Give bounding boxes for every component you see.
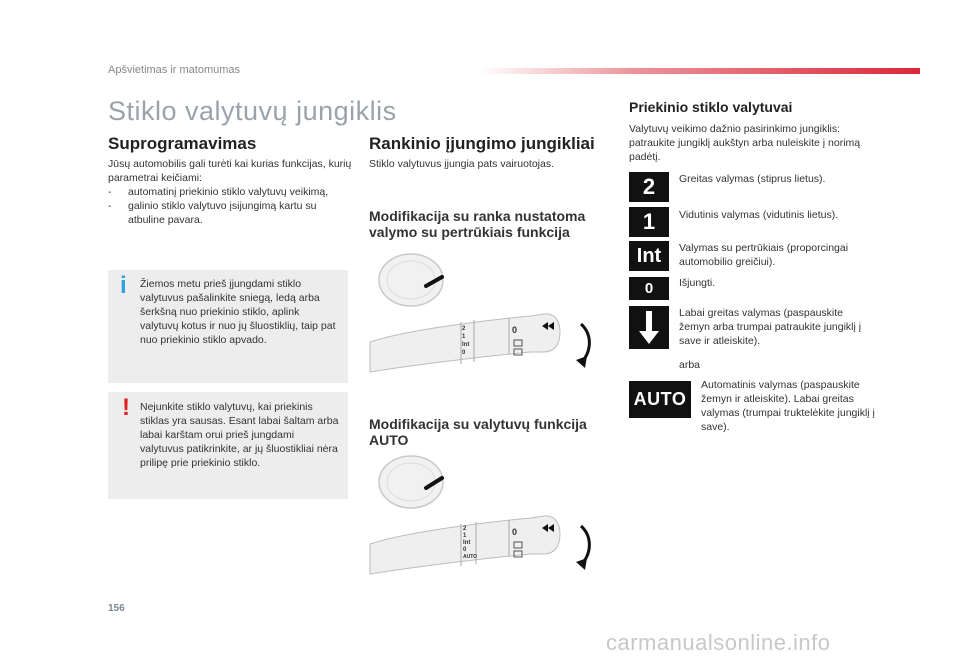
or-text: arba (679, 359, 701, 371)
stalk-label-int: Int (463, 540, 471, 546)
badge-auto: AUTO (629, 381, 691, 418)
page-number: 156 (108, 603, 125, 614)
programming-title: Suprogramavimas (108, 134, 257, 153)
mode-text-auto: Automatinis valymas (paspauskite žemyn ir atleiskite). Labai greitas valymas (trumpai truktelėkite jungiklį į save). (701, 379, 875, 433)
wiper-stalk-illustration (366, 248, 601, 378)
stalk-label-1: 1 (463, 533, 467, 539)
warning-note (108, 392, 348, 499)
mode-text-int: Valymas su pertrūkiais (proporcingai automobilio greičiui). (679, 242, 849, 268)
mode-text-2: Greitas valymas (stiprus lietus). (679, 173, 826, 185)
stalk-label-int: Int (462, 342, 470, 348)
rotation-arrow-icon (576, 558, 587, 570)
badge-int: Int (629, 241, 669, 271)
mode-text-1: Vidutinis valymas (vidutinis lietus). (679, 209, 839, 221)
badge-speed-1: 1 (629, 207, 669, 237)
page-title: Stiklo valytuvų jungiklis (108, 96, 397, 126)
stalk-label-0: 0 (462, 350, 466, 356)
warning-note-text: Nejunkite stiklo valytuvų, kai priekinis stiklas yra sausas. Esant labai šaltam arba labai karštam orui prieš jungdami valytuvus patikrinkite, ar jų šluostikliai nėra prilipę prie priekinio stiklo. (140, 401, 339, 469)
front-wipers-intro: Valytuvų veikimo dažnio pasirinkimo jungiklis: patraukite jungiklį aukštyn arba nuleiskite į norimą padėtį. (629, 123, 861, 163)
auto-version-title: Modifikacija su valytuvų funkcija AUTO (369, 416, 587, 448)
stalk-label-1: 1 (462, 334, 466, 340)
programming-list (108, 185, 353, 227)
down-arrow-icon (629, 306, 669, 349)
header-section-name: Apšvietimas ir matomumas (108, 64, 241, 76)
header-accent-bar (480, 68, 920, 74)
watermark: carmanualsonline.info (606, 630, 831, 655)
mode-text-off: Išjungti. (679, 277, 716, 289)
warning-icon: ! (122, 394, 130, 421)
front-wipers-title: Priekinio stiklo valytuvai (629, 99, 793, 115)
badge-speed-2: 2 (629, 172, 669, 202)
info-note (108, 270, 348, 383)
wiper-stalk-auto-illustration (366, 444, 601, 579)
manual-text: Stiklo valytuvus įjungia pats vairuotojas. (369, 158, 555, 170)
programming-body (108, 157, 353, 227)
stalk-label-2: 2 (463, 526, 467, 532)
stalk-label-0: 0 (463, 547, 467, 553)
stalk-label-auto: AUTO (463, 554, 478, 560)
programming-intro: Jūsų automobilis gali turėti kai kurias funkcijas, kurių parametrai keičiami: (108, 158, 352, 184)
info-note-text: Žiemos metu prieš įjungdami stiklo valytuvus pašalinkite sniegą, ledą arba šerkšną nuo priekinio stiklo, aplink valytuvų kotus ir nuo jų šluostiklių, taip pat nuo priekinio stiklo apvado. (140, 278, 336, 346)
manual-title: Rankinio įjungimo jungikliai (369, 134, 595, 153)
intermittent-title: Modifikacija su ranka nustatoma valymo su pertrūkiais funkcija (369, 208, 586, 240)
badge-off: 0 (629, 277, 669, 300)
mode-text-single-wipe: Labai greitas valymas (paspauskite žemyn arba trumpai patraukite jungiklį į save ir atleiskite). (679, 307, 862, 347)
rotation-arrow-icon (576, 356, 587, 368)
rear-off-label: 0 (512, 325, 518, 335)
list-item: - automatinį priekinio stiklo valytuvų veikimą, (108, 185, 353, 199)
rear-off-label: 0 (512, 527, 518, 537)
stalk-label-2: 2 (462, 326, 466, 332)
list-item: - galinio stiklo valytuvo įsijungimą kartu su atbuline pavara. (108, 199, 353, 227)
info-icon: i (120, 272, 127, 299)
